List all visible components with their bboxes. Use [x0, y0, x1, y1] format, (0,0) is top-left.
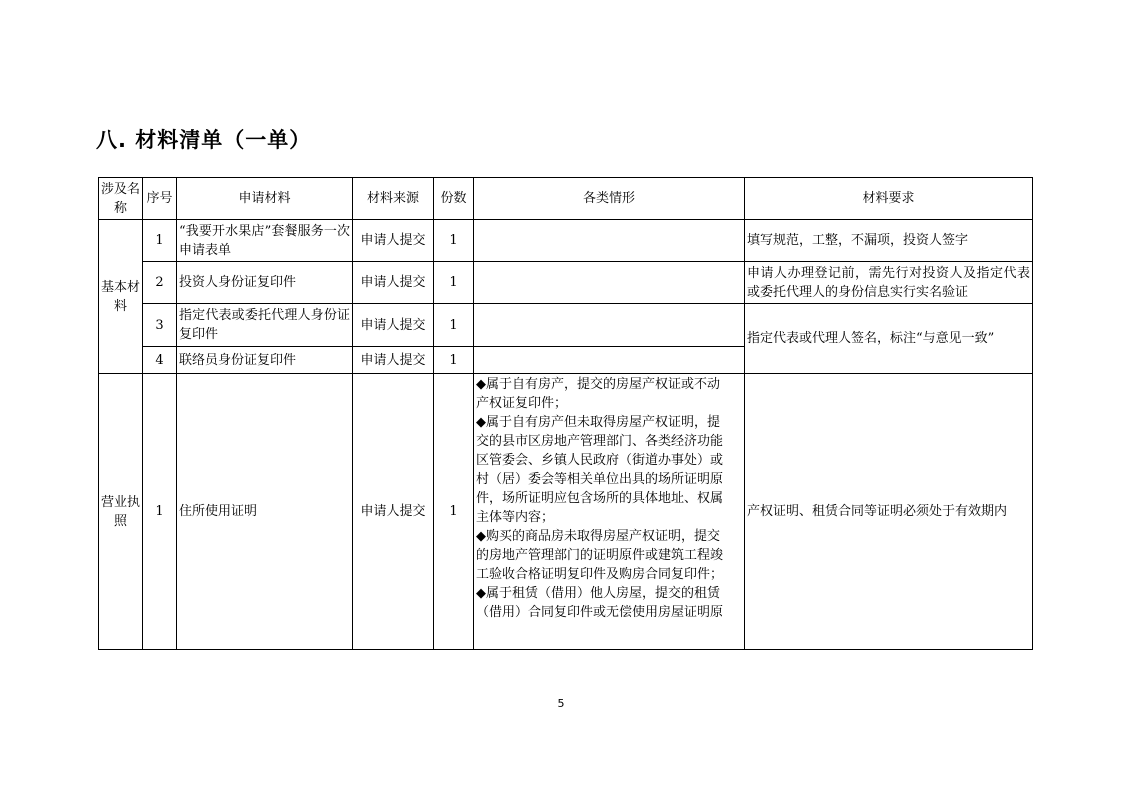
category-license: 营业执照	[99, 374, 143, 650]
header-category: 涉及名称	[99, 178, 143, 220]
table-row	[99, 304, 1033, 347]
header-situation: 各类情形	[474, 178, 745, 220]
situation-line: 交的县市区房地产管理部门、各类经济功能	[476, 434, 724, 449]
row-source: 申请人提交	[353, 374, 434, 650]
row-situation	[474, 304, 745, 347]
situation-line: 村（居）委会等相关单位出具的场所证明原	[476, 472, 724, 487]
row-index: 1	[143, 220, 177, 262]
header-copies: 份数	[434, 178, 474, 220]
situation-line: ◆属于自有房产，提交的房屋产权证或不动	[476, 377, 720, 392]
row-index: 2	[143, 262, 177, 304]
situation-line: 件，场所证明应包含场所的具体地址、权属	[476, 491, 724, 506]
page-number: 5	[557, 697, 565, 710]
situation-line: 产权证复印件；	[476, 396, 568, 411]
row-copies: 1	[434, 304, 474, 347]
header-index: 序号	[143, 178, 177, 220]
row-copies: 1	[434, 220, 474, 262]
row-situation	[474, 262, 745, 304]
page-title: 八. 材料清单（一单）	[96, 128, 312, 152]
row-material: 指定代表或委托代理人身份证复印件	[177, 304, 353, 347]
situation-line: 主体等内容；	[476, 510, 555, 525]
situation-line: 区管委会、乡镇人民政府（街道办事处）或	[476, 453, 724, 468]
row-requirement: 填写规范，工整，不漏项，投资人签字	[745, 220, 1033, 262]
row-copies: 1	[434, 347, 474, 374]
row-requirement: 产权证明、租赁合同等证明必须处于有效期内	[745, 374, 1033, 650]
row-situation	[474, 347, 745, 374]
row-copies: 1	[434, 262, 474, 304]
row-requirement: 指定代表或代理人签名，标注“与意见一致”	[745, 304, 1033, 374]
row-copies: 1	[434, 374, 474, 650]
situation-line: ◆属于租赁（借用）他人房屋，提交的租赁	[476, 586, 720, 601]
row-material: 住所使用证明	[177, 374, 353, 650]
row-requirement: 申请人办理登记前，需先行对投资人及指定代表或委托代理人的身份信息实行实名验证	[745, 262, 1033, 304]
materials-table	[98, 177, 1033, 650]
row-index: 1	[143, 374, 177, 650]
header-source: 材料来源	[353, 178, 434, 220]
header-requirement: 材料要求	[745, 178, 1033, 220]
table-row	[99, 374, 1033, 650]
row-source: 申请人提交	[353, 220, 434, 262]
header-material: 申请材料	[177, 178, 353, 220]
row-material: 联络员身份证复印件	[177, 347, 353, 374]
row-situation	[474, 374, 745, 650]
table-row	[99, 220, 1033, 262]
row-source: 申请人提交	[353, 347, 434, 374]
situation-line: ◆购买的商品房未取得房屋产权证明，提交	[476, 529, 720, 544]
row-index: 3	[143, 304, 177, 347]
row-source: 申请人提交	[353, 304, 434, 347]
row-material: “我要开水果店”套餐服务一次申请表单	[177, 220, 353, 262]
row-material: 投资人身份证复印件	[177, 262, 353, 304]
situation-line: 的房地产管理部门的证明原件或建筑工程竣	[476, 548, 724, 563]
row-situation	[474, 220, 745, 262]
situation-line: ◆属于自有房产但未取得房屋产权证明，提	[476, 415, 720, 430]
header-row	[99, 178, 1033, 220]
situation-line: （借用）合同复印件或无偿使用房屋证明原	[476, 605, 724, 620]
table-row	[99, 262, 1033, 304]
category-basic: 基本材料	[99, 220, 143, 374]
row-index: 4	[143, 347, 177, 374]
row-source: 申请人提交	[353, 262, 434, 304]
situation-line: 工验收合格证明复印件及购房合同复印件；	[476, 567, 724, 582]
